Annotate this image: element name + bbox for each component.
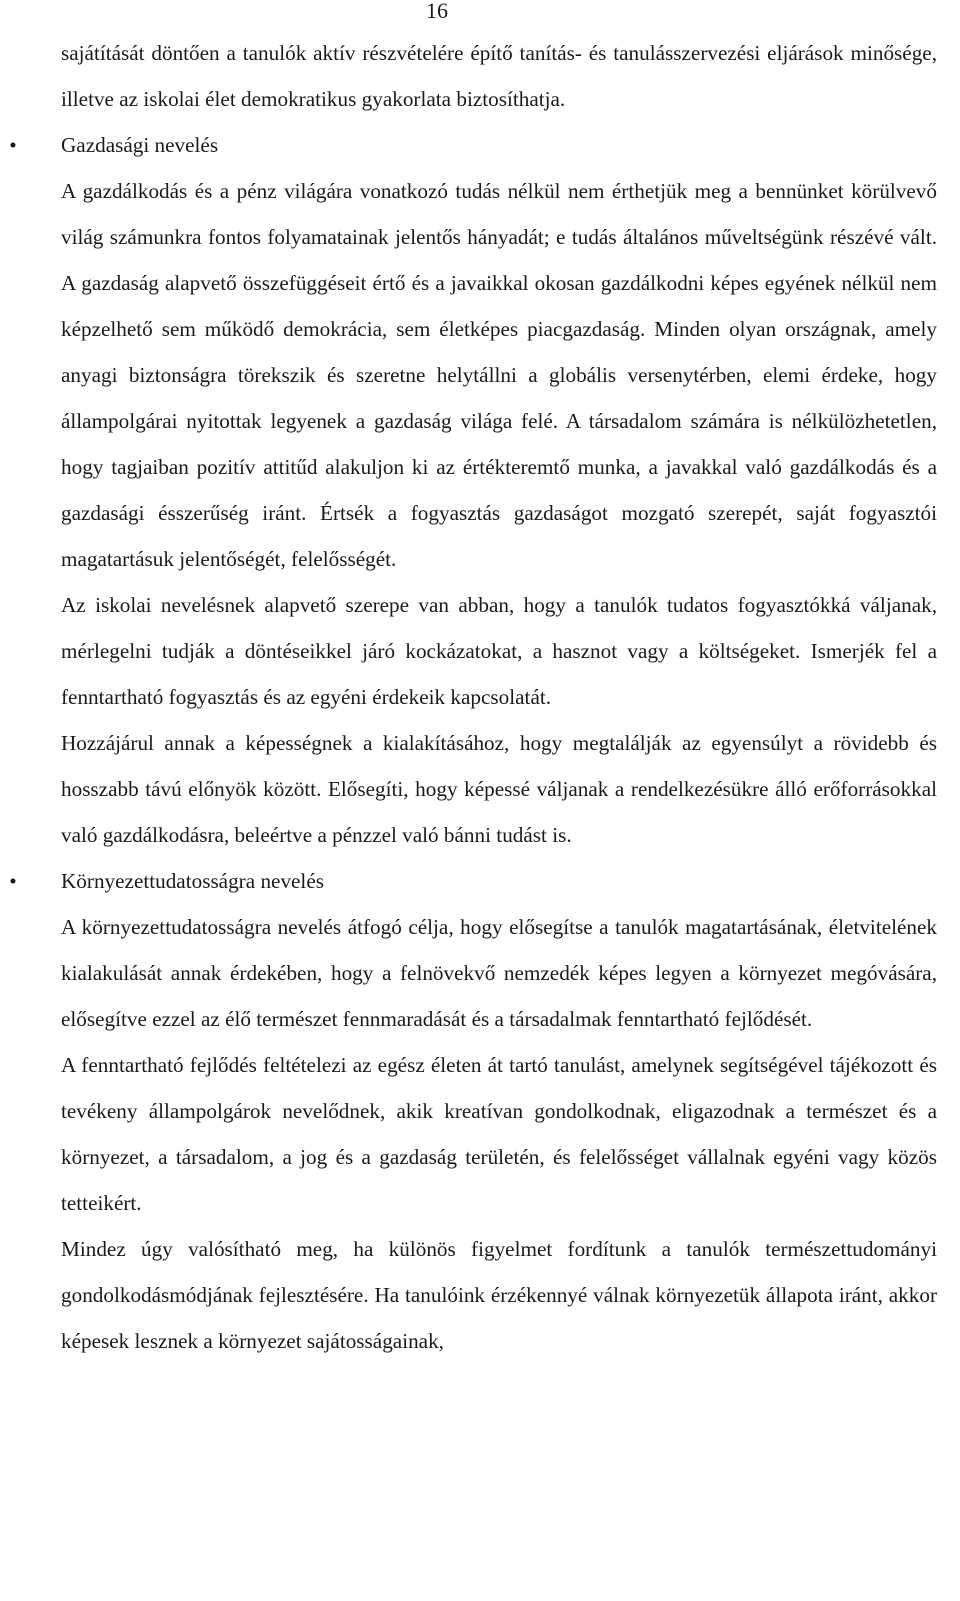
section-environmental-education [9, 858, 937, 1364]
page-number: 16 [426, 0, 448, 23]
paragraph: A környezettudatosságra nevelés átfogó célja, hogy elősegítse a tanulók magatartásának, életvitelének kialakulását annak érdekében, hogy a felnövekvő nemzedék képes legyen a környezet megóvására, elősegítve ezzel az élő természet fennmaradását és a társadalmak fenntartható fejlődését. [61, 915, 937, 1031]
paragraph: Mindez úgy valósítható meg, ha különös figyelmet fordítunk a tanulók természettudományi gondolkodásmódjának fejlesztésére. Ha tanulóink érzékennyé válnak környezetük állapota iránt, akkor képesek lesznek a környezet sajátosságainak, [61, 1237, 937, 1353]
section-title: Gazdasági nevelés [61, 133, 219, 157]
section-economic-education [9, 122, 937, 858]
paragraph: Hozzájárul annak a képességnek a kialakításához, hogy megtalálják az egyensúlyt a rövidebb és hosszabb távú előnyök között. Elősegíti, hogy képessé váljanak a rendelkezésükre álló erőforrásokkal való gazdálkodásra, beleértve a pénzzel való bánni tudást is. [61, 731, 937, 847]
bullet-icon: • [9, 869, 17, 893]
section-title: Környezettudatosságra nevelés [61, 869, 324, 893]
section-heading [9, 858, 937, 904]
paragraph: A fenntartható fejlődés feltételezi az egész életen át tartó tanulást, amelynek segítségével tájékozott és tevékeny állampolgárok nevelődnek, akik kreatívan gondolkodnak, eligazodnak a természet és a környezet, a társadalom, a jog és a gazdaság területén, és felelősséget vállalnak egyéni vagy közös tetteikért. [61, 1053, 937, 1215]
section-heading [9, 122, 937, 168]
paragraph: A gazdálkodás és a pénz világára vonatkozó tudás nélkül nem érthetjük meg a bennünket körülvevő világ számunkra fontos folyamatainak jelentős hányadát; e tudás általános műveltségünk részévé vált. A gazdaság alapvető összefüggéseit értő és a javaikkal okosan gazdálkodni képes egyének nélkül nem képzelhető sem működő demokrácia, sem életképes piacgazdaság. Minden olyan országnak, amely anyagi biztonságra törekszik és szeretne helytállni a globális versenytérben, elemi érdeke, hogy állampolgárai nyitottak legyenek a gazdaság világa felé. A társadalom számára is nélkülözhetetlen, hogy tagjaiban pozitív attitűd alakuljon ki az értékteremtő munka, a javakkal való gazdálkodás és a gazdasági ésszerűség iránt. Értsék a fogyasztás gazdaságot mozgató szerepét, saját fogyasztói magatartásuk jelentőségét, felelősségét. [61, 179, 937, 571]
bullet-icon: • [9, 133, 17, 157]
paragraph: Az iskolai nevelésnek alapvető szerepe van abban, hogy a tanulók tudatos fogyasztókká váljanak, mérlegelni tudják a döntéseikkel járó kockázatokat, a hasznot vagy a költségeket. Ismerjék fel a fenntartható fogyasztás és az egyéni érdekeik kapcsolatát. [61, 593, 937, 709]
intro-paragraph: sajátítását döntően a tanulók aktív részvételére építő tanítás- és tanulásszervezési eljárások minősége, illetve az iskolai élet demokratikus gyakorlata biztosíthatja. [61, 41, 937, 111]
document-body [9, 30, 937, 1364]
